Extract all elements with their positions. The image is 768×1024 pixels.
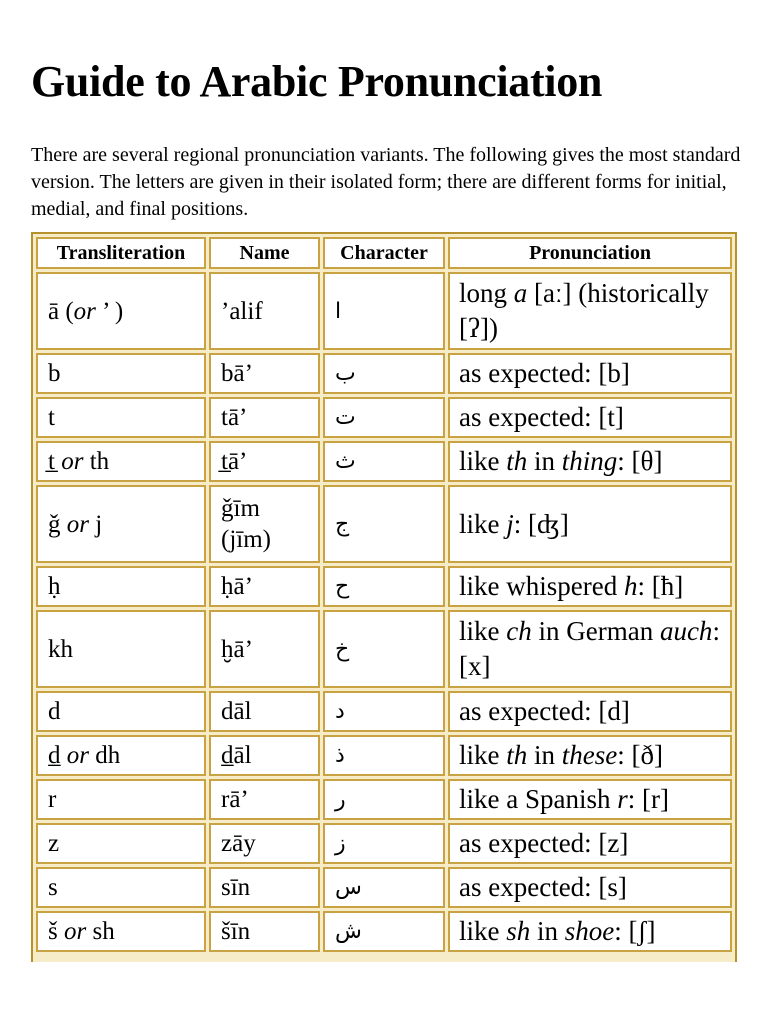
table-row — [36, 485, 732, 563]
cell-pronunciation: long a [aː] (historically [ʔ]) — [448, 272, 732, 350]
table-row — [36, 272, 732, 350]
cell-transliteration: d — [36, 691, 206, 732]
cell-transliteration: ḥ — [36, 566, 206, 607]
cell-transliteration: z — [36, 823, 206, 864]
cell-pronunciation: like th in thing: [θ] — [448, 441, 732, 482]
intro-paragraph: There are several regional pronunciation variants. The following gives the most standard version. The letters are given in their isolated form; there are different forms for initial, medial, and final positions. — [31, 144, 741, 220]
cell-name: d̲āl — [209, 735, 320, 776]
page-title: Guide to Arabic Pronunciation — [31, 57, 603, 106]
cell-pronunciation: like j: [ʤ] — [448, 485, 732, 563]
table-row — [36, 353, 732, 394]
header-transliteration: Transliteration — [36, 237, 206, 269]
header-name: Name — [209, 237, 320, 269]
cell-transliteration: t̲ or th — [36, 441, 206, 482]
cell-character: خ — [323, 610, 445, 688]
cell-character: ث — [323, 441, 445, 482]
table-row — [36, 691, 732, 732]
table-header-row — [36, 237, 732, 269]
cell-transliteration: kh — [36, 610, 206, 688]
cell-name: šīn — [209, 911, 320, 952]
cell-transliteration: š or sh — [36, 911, 206, 952]
cell-character: ح — [323, 566, 445, 607]
cell-name: sīn — [209, 867, 320, 908]
pronunciation-table-frame — [31, 232, 737, 962]
table-row — [36, 397, 732, 438]
header-pronunciation: Pronunciation — [448, 237, 732, 269]
cell-pronunciation: like sh in shoe: [ʃ] — [448, 911, 732, 952]
table-row — [36, 779, 732, 820]
cell-transliteration: s — [36, 867, 206, 908]
cell-pronunciation: as expected: [t] — [448, 397, 732, 438]
table-row — [36, 823, 732, 864]
cell-name: t̲ā’ — [209, 441, 320, 482]
cell-character: ب — [323, 353, 445, 394]
cell-transliteration: d̲ or dh — [36, 735, 206, 776]
cell-name: tā’ — [209, 397, 320, 438]
cell-transliteration: b — [36, 353, 206, 394]
cell-transliteration: t — [36, 397, 206, 438]
cell-pronunciation: like a Spanish r: [r] — [448, 779, 732, 820]
cell-name: dāl — [209, 691, 320, 732]
cell-transliteration: r — [36, 779, 206, 820]
cell-name: ḫā’ — [209, 610, 320, 688]
cell-transliteration: ǧ or j — [36, 485, 206, 563]
table-row — [36, 441, 732, 482]
cell-character: د — [323, 691, 445, 732]
table-row — [36, 566, 732, 607]
cell-name: rā’ — [209, 779, 320, 820]
cell-character: ا — [323, 272, 445, 350]
table-row — [36, 610, 732, 688]
cell-character: ر — [323, 779, 445, 820]
cell-transliteration: ā (or ’ ) — [36, 272, 206, 350]
header-character: Character — [323, 237, 445, 269]
table-row — [36, 867, 732, 908]
cell-character: س — [323, 867, 445, 908]
pronunciation-table — [33, 234, 735, 955]
cell-pronunciation: as expected: [b] — [448, 353, 732, 394]
cell-character: ج — [323, 485, 445, 563]
cell-name: bā’ — [209, 353, 320, 394]
cell-name: ’alif — [209, 272, 320, 350]
cell-pronunciation: as expected: [s] — [448, 867, 732, 908]
cell-pronunciation: like whispered h: [ħ] — [448, 566, 732, 607]
cell-name: ḥā’ — [209, 566, 320, 607]
cell-pronunciation: like th in these: [ð] — [448, 735, 732, 776]
cell-name: ǧīm (jīm) — [209, 485, 320, 563]
table-row — [36, 735, 732, 776]
cell-name: zāy — [209, 823, 320, 864]
cell-pronunciation: like ch in German auch: [x] — [448, 610, 732, 688]
cell-pronunciation: as expected: [d] — [448, 691, 732, 732]
cell-pronunciation: as expected: [z] — [448, 823, 732, 864]
table-row — [36, 911, 732, 952]
cell-character: ز — [323, 823, 445, 864]
cell-character: ت — [323, 397, 445, 438]
cell-character: ذ — [323, 735, 445, 776]
cell-character: ش — [323, 911, 445, 952]
